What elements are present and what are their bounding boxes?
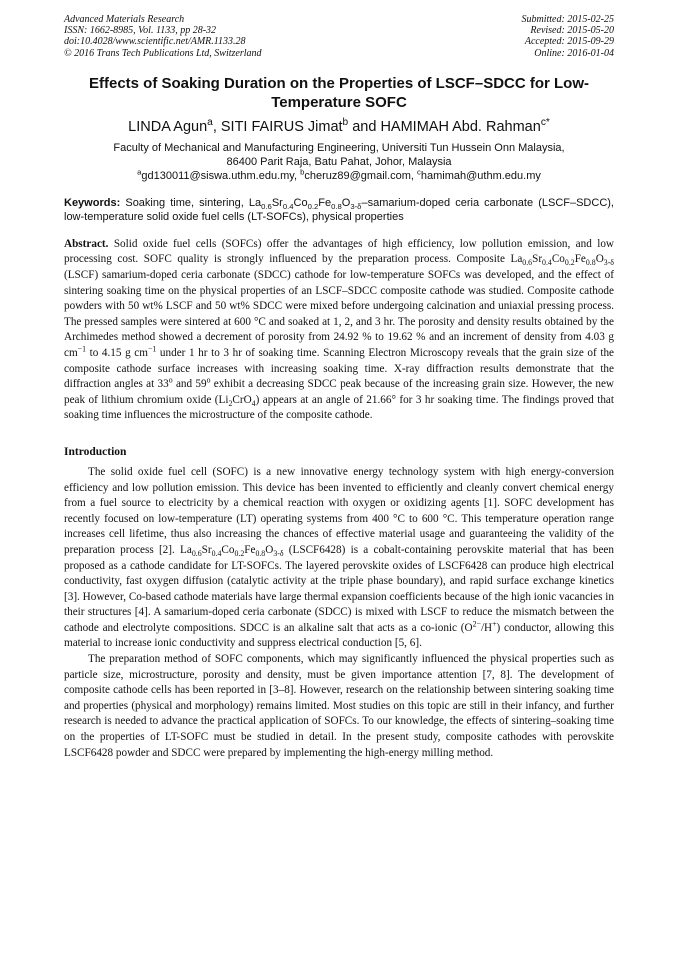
email-a: gd130011@siswa.uthm.edu.my,	[141, 169, 301, 182]
keywords-label: Keywords:	[64, 196, 121, 209]
journal-copyright: © 2016 Trans Tech Publications Ltd, Switzerland	[64, 47, 262, 59]
paragraph-text: (LSCF6428) is a cobalt-containing perovskite material that has been proposed as a cathode candidate for LT-SOFCs. The layered perovskite oxides of LSCF6428 can produce high electrical conductivity, fast oxygen diffusion (catalytic activity at the triple phase boundary), and rapid surface exchange kinetics [3]. However, Co-based cathode materials have large thermal expansion coefficients because of the high ionic vacancies in their structures [4]. A samarium-doped ceria carbonate (SDCC) is mixed with LSCF to reduce the mismatch between the cathode and electrolyte compositions. SDCC is an alkaline salt that acts as a co-ionic (O	[64, 543, 614, 634]
author-list	[64, 118, 614, 136]
subscript: 0.8	[331, 202, 342, 211]
journal-issn: ISSN: 1662-8985, Vol. 1133, pp 28-32	[64, 25, 217, 37]
abstract-text: ) appears at an angle of 21.66° for 3 hr soaking time. The findings proved that soaking time influences the microstructure of the composite cathode.	[64, 393, 614, 422]
subscript: 0.8	[255, 549, 266, 559]
abstract	[64, 237, 614, 424]
abstract-label: Abstract.	[64, 237, 109, 250]
subscript: 0.8	[585, 258, 596, 268]
author-emails	[64, 169, 614, 183]
subscript: 0.6	[191, 549, 202, 559]
paper-title: Effects of Soaking Duration on the Properties of LSCF–SDCC for Low-Temperature SOFC	[88, 74, 590, 111]
abstract-text: and 59	[172, 378, 207, 391]
subscript: 0.4	[282, 202, 294, 211]
journal-name: Advanced Materials Research	[64, 14, 185, 25]
superscript: −1	[147, 344, 157, 354]
paragraph-text: ) conductor, allowing this material to increase ionic conductivity and suppress electrical conduction [5, 6].	[64, 621, 614, 650]
keywords	[64, 196, 614, 224]
journal-header	[64, 14, 614, 59]
subscript: 3-δ	[603, 258, 614, 268]
paragraph-text: /H	[480, 621, 493, 634]
date-revised: Revised: 2015-05-20	[530, 25, 614, 37]
introduction-heading: Introduction	[64, 445, 127, 458]
keywords-text: Co	[293, 196, 308, 209]
keywords-text: –samarium-doped ceria carbonate (LSCF–SDCC), low-temperature solid oxide fuel cells (LT-SOFCs), physical properties	[64, 196, 614, 223]
superscript: +	[492, 619, 497, 629]
introduction-paragraph-1	[64, 465, 614, 652]
date-accepted: Accepted: 2015-09-29	[524, 36, 614, 48]
superscript: o	[206, 375, 211, 385]
superscript: o	[168, 375, 173, 385]
paper-page	[64, 14, 614, 761]
abstract-text: to 4.15 g cm	[86, 346, 148, 359]
paragraph-text: Sr	[201, 543, 212, 556]
author-2-mark: b	[342, 116, 349, 128]
journal-doi: doi:10.4028/www.scientific.net/AMR.1133.28	[64, 36, 246, 48]
abstract-text: Solid oxide fuel cells (SOFCs) offer the advantages of high efficiency, low pollution emission, and low processing cost. SOFC quality is strongly influenced by the preparation process. Composite La	[64, 237, 614, 266]
subscript: 0.6	[522, 258, 533, 268]
subscript: 0.4	[211, 549, 222, 559]
date-submitted: Submitted: 2015-02-25	[521, 14, 614, 25]
subscript: 3-δ	[350, 202, 362, 211]
affiliation	[64, 141, 614, 183]
keywords-text: Sr	[271, 196, 283, 209]
email-mark: a	[137, 167, 142, 177]
author-2: SITI FAIRUS Jimat	[220, 118, 343, 135]
superscript: −1	[77, 344, 87, 354]
subscript: 0.4	[542, 258, 552, 268]
email-mark: b	[300, 167, 305, 177]
author-3: HAMIMAH Abd. Rahman	[380, 118, 541, 135]
subscript: 0.2	[307, 202, 319, 211]
paragraph-text: Co	[221, 543, 235, 556]
subscript: 0.2	[564, 258, 575, 268]
abstract-text: under 1 hr to 3 hr of soaking time. Scanning Electron Microscopy reveals that the grain size of the composite cathode surface increases with increasing soaking time. X-ray diffraction results demonstrate that the diffraction angles at 33	[64, 346, 614, 391]
subscript: 0.2	[234, 549, 245, 559]
abstract-text: (LSCF) samarium-doped ceria carbonate (SDCC) cathode for low-temperature SOFCs was developed, and the effect of sintering soaking time on the physical properties of an LSCF–SDCC composite cathode was studied. Composite cathode powders with 50 wt% LSCF and 50 wt% SDCC were mixed before undergoing calcination and uniaxial pressing process. The pressed samples were sintered at 600 °C and soaked at 1, 2, and 3 hr. The porosity and density results obtained by the Archimedes method showed a decrement of porosity from 24.92 % to 19.62 % and an increment of density from 4.03 g cm	[64, 269, 614, 359]
affiliation-line-1: Faculty of Mechanical and Manufacturing Engineering, Universiti Tun Hussein Onn Malaysia,	[113, 141, 565, 154]
introduction-paragraph-2: The preparation method of SOFC components, which may significantly influenced the physical properties such as particle size, microstructure, porosity and density, must be given importance attention [7, 8]. The development of composite cathode cells has been reported in [3–8]. However, research on the relationship between sintering soaking time and properties (physical and morphology) remains limited. Most studies on this topic are still in their infancy, and further research is needed to advance the practical application of SOFCs. To our knowledge, the effects of sintering–soaking time on the properties of LT-SOFC must be studied in detail. In the present study, composite cathodes with perovskite LSCF6428 powder and SDCC were prepared by implementing the high-energy milling method.	[64, 653, 614, 759]
abstract-text: Co	[551, 253, 565, 266]
abstract-text: Sr	[532, 253, 543, 266]
email-mark: c	[417, 167, 421, 177]
paragraph-text: Fe	[244, 543, 256, 556]
submission-dates	[522, 14, 615, 59]
keywords-text: Soaking time, sintering, La	[120, 196, 262, 209]
paragraph-text: O	[265, 543, 274, 556]
subscript: 2	[228, 398, 233, 408]
superscript: 2−	[472, 619, 481, 629]
author-separator: and	[348, 118, 381, 135]
abstract-text: Fe	[574, 253, 586, 266]
subscript: 3-δ	[273, 549, 284, 559]
author-1: LINDA Agun	[128, 118, 208, 135]
subscript: 4	[251, 398, 256, 408]
author-separator: ,	[212, 118, 221, 135]
affiliation-line-2: 86400 Parit Raja, Batu Pahat, Johor, Malaysia	[226, 155, 452, 168]
paragraph-text: The solid oxide fuel cell (SOFC) is a new innovative energy technology system with high energy-conversion efficiency and low pollution emission. This device has been invented to efficiently and cleanly convert chemical energy from a fuel source to electricity by a chemical reaction with oxygen or oxidizing agents [1]. SOFC development has recently focused on low-temperature (LT) operating systems from 400 °C to 600 °C. This temperature operation range increases cell lifetime, thus also increasing the chances of effective material usage and guaranteeing the validity of the preparation process [2]. La	[64, 465, 614, 556]
abstract-text: exhibit a decreasing SDCC peak because of the increasing grain size. However, the new peak of lithium chromium oxide (Li	[64, 378, 615, 406]
abstract-text: CrO	[232, 393, 252, 406]
email-b: cheruz89@gmail.com,	[304, 169, 418, 182]
keywords-text: Fe	[318, 196, 332, 209]
author-1-mark: a	[207, 116, 213, 128]
subscript: 0.6	[261, 202, 272, 211]
journal-info	[64, 14, 262, 59]
keywords-text: O	[341, 196, 351, 209]
date-online: Online: 2016-01-04	[534, 47, 614, 59]
author-3-mark: c*	[540, 116, 550, 128]
email-c: hamimah@uthm.edu.my	[420, 169, 541, 182]
abstract-text: O	[595, 253, 604, 266]
